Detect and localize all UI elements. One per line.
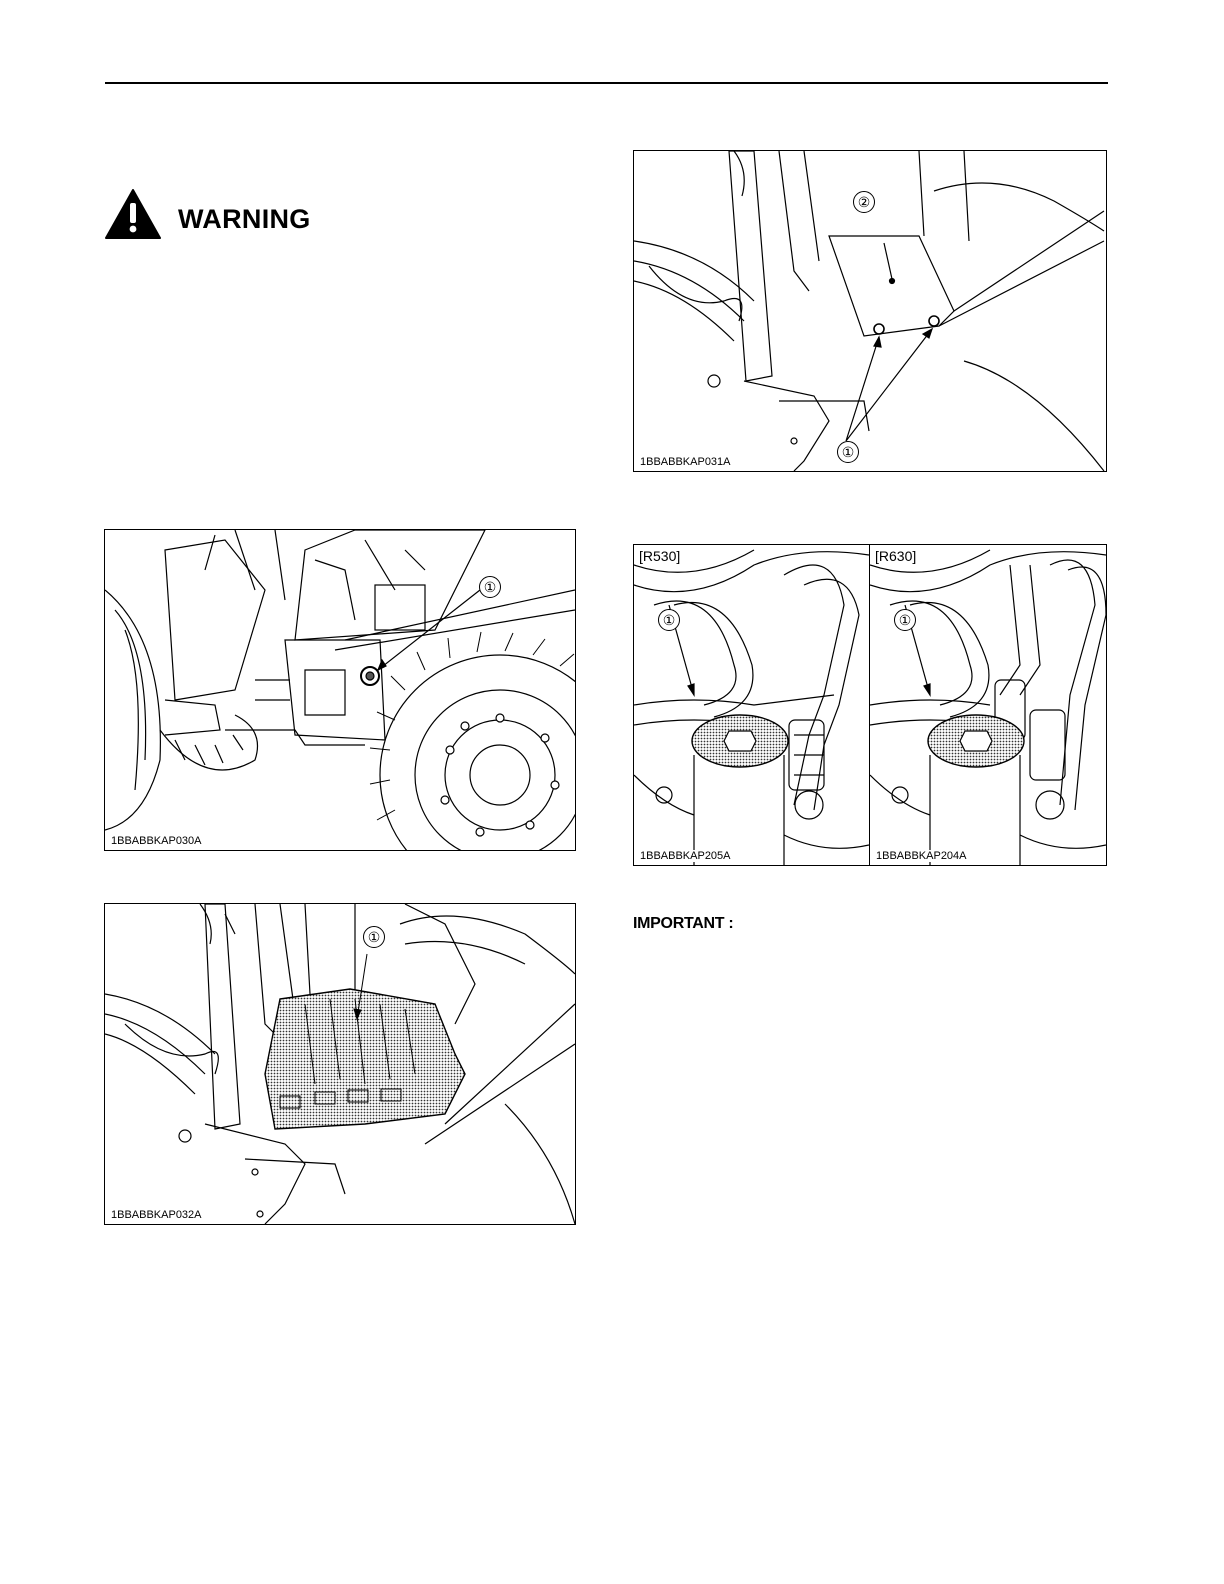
- callout-1: ①: [894, 609, 916, 631]
- floor-mat-illustration: [105, 904, 575, 1224]
- warning-triangle-icon: [104, 188, 162, 240]
- important-heading: IMPORTANT :: [633, 915, 734, 932]
- callout-1: ①: [837, 441, 859, 463]
- header-rule: [105, 82, 1108, 84]
- figure-code: 1BBABBKAP031A: [640, 456, 731, 468]
- figure-code: 1BBABBKAP204A: [876, 850, 967, 862]
- figure-code: 1BBABBKAP030A: [111, 835, 202, 847]
- filter-r630-illustration: [870, 545, 1106, 865]
- machine-side-illustration: [105, 530, 575, 850]
- figure-cover-plate: [633, 150, 1107, 472]
- filter-r530-illustration: [634, 545, 869, 865]
- callout-1: ①: [658, 609, 680, 631]
- variant-label: [R530]: [639, 548, 681, 564]
- figure-filter-r530: [633, 544, 870, 866]
- warning-heading: [104, 188, 311, 240]
- figure-code: 1BBABBKAP032A: [111, 1209, 202, 1221]
- callout-1: ①: [479, 576, 501, 598]
- callout-2: ②: [853, 191, 875, 213]
- callout-1: ①: [363, 926, 385, 948]
- figure-filter-r630: [869, 544, 1107, 866]
- variant-label: [R630]: [875, 548, 917, 564]
- figure-code: 1BBABBKAP205A: [640, 850, 731, 862]
- figure-floor-mat: [104, 903, 576, 1225]
- warning-label: WARNING: [178, 203, 311, 234]
- figure-fill-plug-location: [104, 529, 576, 851]
